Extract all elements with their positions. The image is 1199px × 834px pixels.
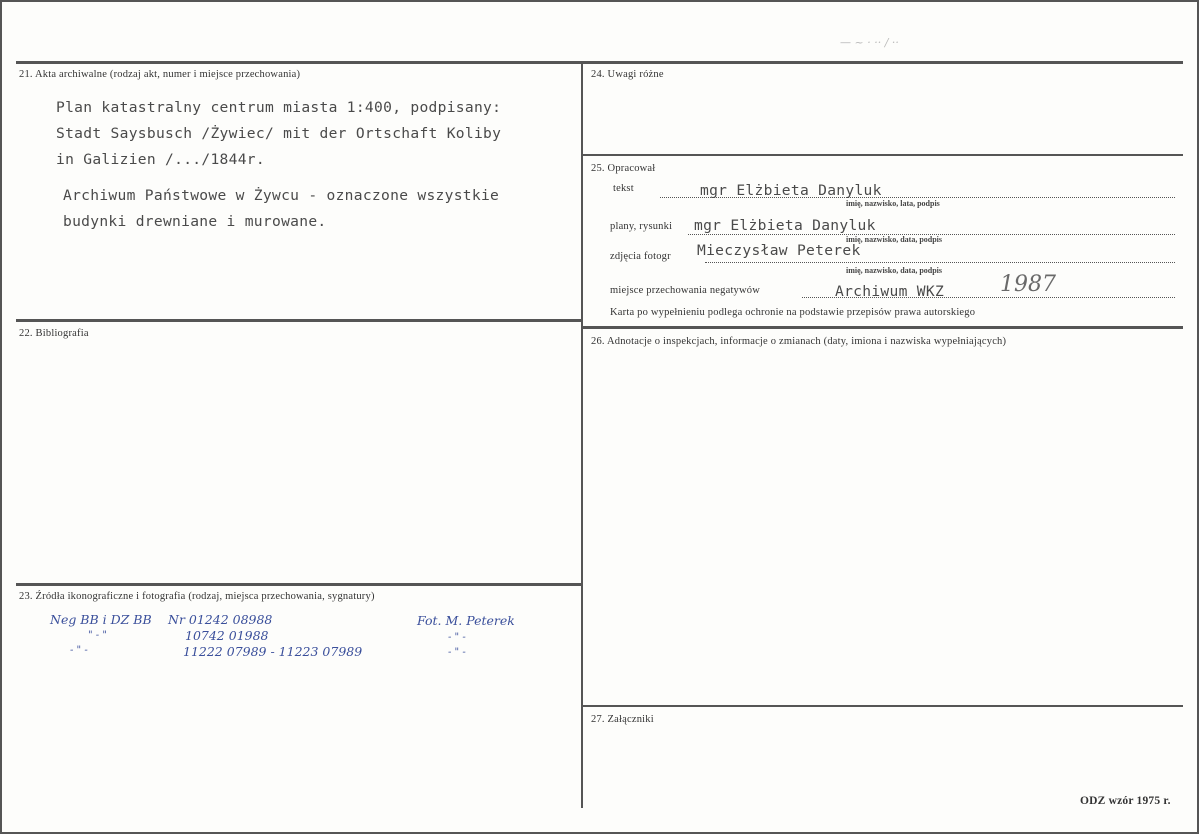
divider-25-26 <box>582 326 1183 329</box>
section-25-label: 25. Opracował <box>591 163 656 174</box>
tekst-caption: imię, nazwisko, lata, podpis <box>846 199 940 208</box>
section-23-label: 23. Źródła ikonograficzne i fotografia (rodzaj, miejsca przechowania, sygnatury) <box>19 591 375 602</box>
miejsce-value: Archiwum WKZ <box>835 283 945 300</box>
handwritten-ditto-1: " - " <box>88 630 107 641</box>
tekst-label: tekst <box>613 183 634 194</box>
zdjecia-dotted-line <box>705 262 1175 263</box>
handwritten-number-3: 11222 07989 - 11223 07989 <box>183 644 363 659</box>
section-21-label: 21. Akta archiwalne (rodzaj akt, numer i miejsce przechowania) <box>19 69 301 80</box>
faint-pencil-marks: — ~ · ·· / ·· <box>840 36 899 49</box>
column-divider <box>581 61 583 808</box>
miejsce-label: miejsce przechowania negatywów <box>610 285 761 296</box>
divider-21-22 <box>16 319 582 322</box>
section-27-label: 27. Załączniki <box>591 714 654 725</box>
plany-label: plany, rysunki <box>610 221 673 232</box>
plany-value: mgr Elżbieta Danyluk <box>694 217 876 234</box>
handwritten-ditto-4: - " - <box>448 647 466 658</box>
section-22-label: 22. Bibliografia <box>19 328 89 339</box>
handwritten-ditto-3: - " - <box>448 632 466 643</box>
section-21-line-2: Stadt Saysbusch /Żywiec/ mit der Ortschaft Koliby <box>56 125 502 142</box>
section-21-line-4: Archiwum Państwowe w Żywcu - oznaczone wszystkie <box>63 187 500 204</box>
handwritten-number-2: 10742 01988 <box>185 628 269 643</box>
top-rule <box>16 61 1183 64</box>
section-24-label: 24. Uwagi różne <box>591 69 664 80</box>
section-21-line-1: Plan katastralny centrum miasta 1:400, podpisany: <box>56 99 502 116</box>
handwritten-ditto-2: - " - <box>70 645 88 656</box>
zdjecia-value: Mieczysław Peterek <box>697 242 861 259</box>
divider-22-23 <box>16 583 582 586</box>
tekst-value: mgr Elżbieta Danyluk <box>700 182 882 199</box>
section-21-line-5: budynki drewniane i murowane. <box>63 213 327 230</box>
handwritten-neg: Neg BB i DZ BB <box>50 612 152 627</box>
section-26-label: 26. Adnotacje o inspekcjach, informacje o zmianach (daty, imiona i nazwiska wypełniających) <box>591 336 1007 347</box>
plany-caption: imię, nazwisko, data, podpis <box>846 235 943 244</box>
copyright-note: Karta po wypełnieniu podlega ochronie na podstawie przepisów prawa autorskiego <box>610 307 976 318</box>
handwritten-photographer: Fot. M. Peterek <box>417 613 515 628</box>
form-footer: ODZ wzór 1975 r. <box>1080 795 1171 807</box>
handwritten-number-1: Nr 01242 08988 <box>168 612 273 627</box>
handwritten-year: 1987 <box>1000 272 1056 297</box>
section-21-line-3: in Galizien /.../1844r. <box>56 151 265 168</box>
divider-24-25 <box>582 154 1183 156</box>
divider-26-27 <box>582 705 1183 707</box>
zdjecia-caption: imię, nazwisko, data, podpis <box>846 266 943 275</box>
zdjecia-label: zdjęcia fotogr <box>610 251 671 262</box>
